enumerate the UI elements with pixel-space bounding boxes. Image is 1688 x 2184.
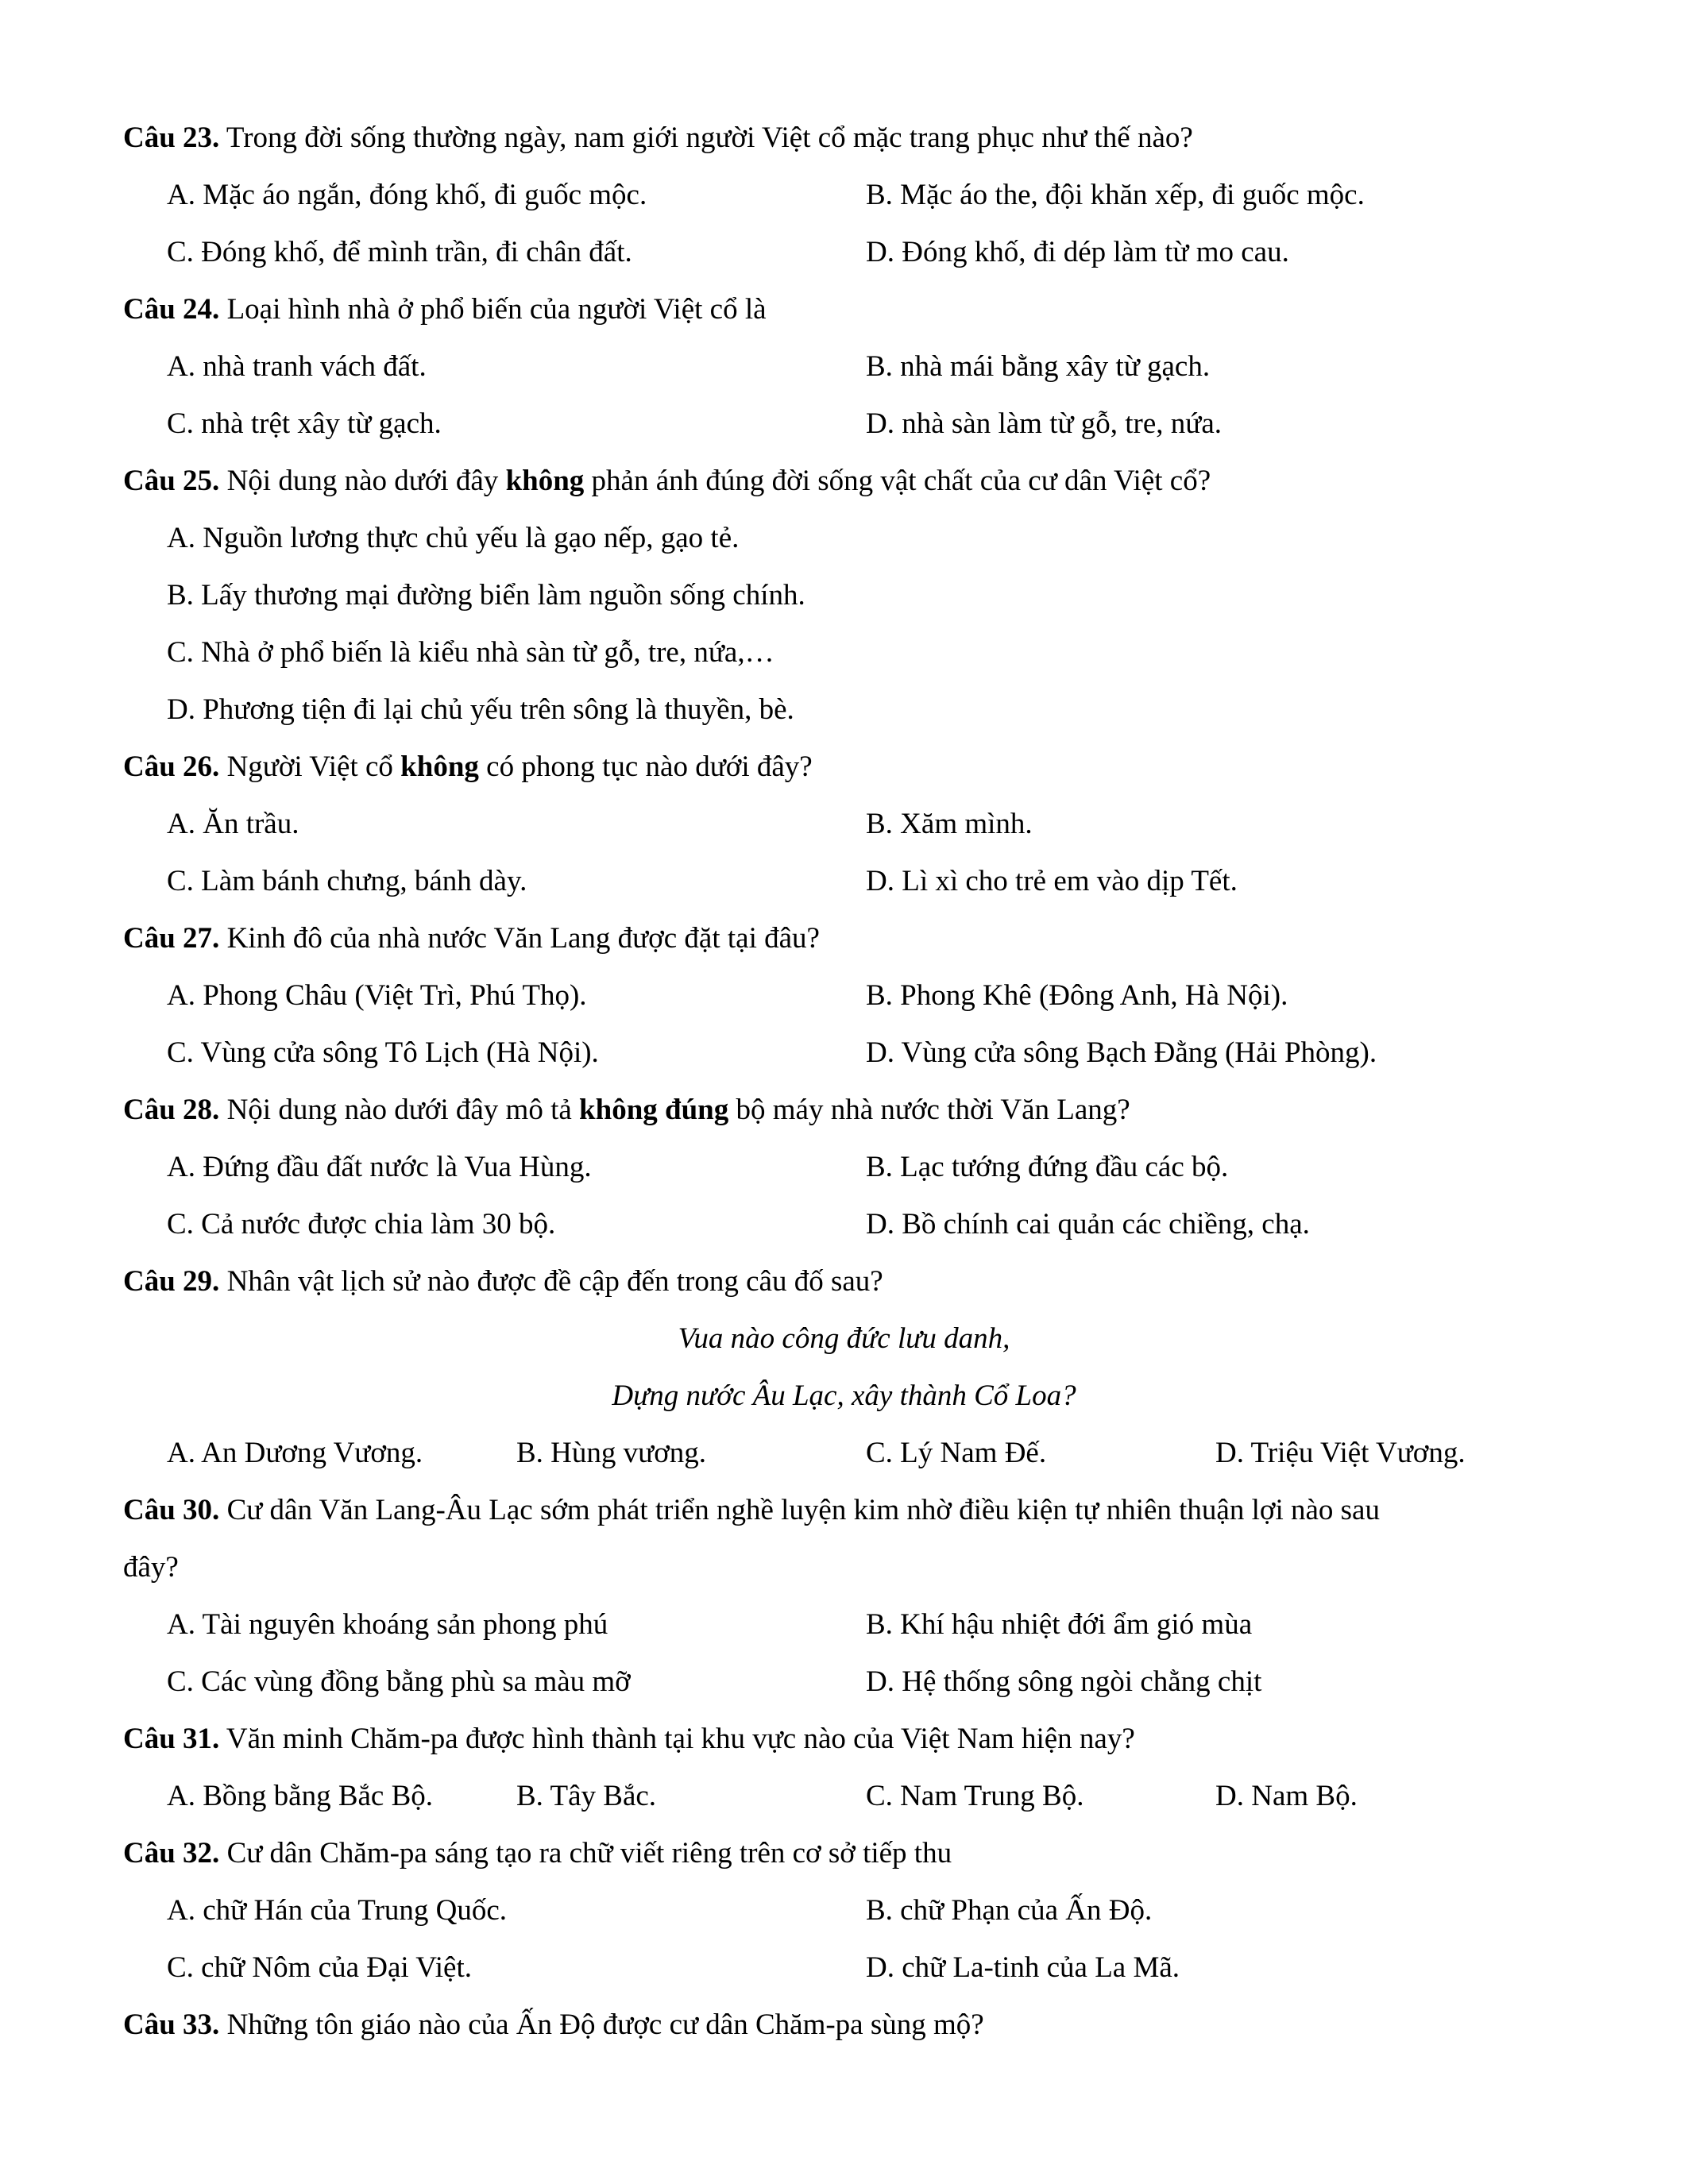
- question-label: Câu 28.: [123, 1094, 220, 1126]
- question-emphasis: không: [400, 751, 479, 783]
- question-28: [123, 1093, 1130, 1127]
- question-27: [123, 921, 820, 955]
- option-d: D. Lì xì cho trẻ em vào dịp Tết.: [866, 865, 1238, 897]
- question-label: Câu 26.: [123, 751, 220, 783]
- option-d: D. Nam Bộ.: [1215, 1780, 1358, 1812]
- question-text: Kinh đô của nhà nước Văn Lang được đặt tại đâu?: [219, 922, 820, 955]
- option-d: D. Hệ thống sông ngòi chằng chịt: [866, 1665, 1262, 1698]
- question-31: [123, 1722, 1135, 1756]
- option-b: B. Tây Bắc.: [516, 1780, 657, 1812]
- question-label: Câu 29.: [123, 1265, 220, 1298]
- option-b: B. Phong Khê (Đông Anh, Hà Nội).: [866, 979, 1288, 1012]
- option-a: A. An Dương Vương.: [167, 1437, 423, 1469]
- option-b: B. Hùng vương.: [516, 1437, 707, 1469]
- question-label: Câu 27.: [123, 922, 220, 955]
- question-text: Trong đời sống thường ngày, nam giới người Việt cổ mặc trang phục như thế nào?: [219, 122, 1193, 154]
- option-d: D. nhà sàn làm từ gỗ, tre, nứa.: [866, 407, 1223, 440]
- question-30: [123, 1493, 1380, 1527]
- question-text-before: Nội dung nào dưới đây mô tả: [219, 1094, 580, 1126]
- option-b: B. Lạc tướng đứng đầu các bộ.: [866, 1151, 1229, 1183]
- question-emphasis: không: [505, 465, 585, 497]
- question-26: [123, 750, 813, 784]
- option-b: B. Xăm mình.: [866, 808, 1033, 840]
- option-c: C. nhà trệt xây từ gạch.: [167, 407, 442, 440]
- option-c: C. Nam Trung Bộ.: [866, 1780, 1084, 1812]
- option-c: C. chữ Nôm của Đại Việt.: [167, 1951, 472, 1984]
- question-32: [123, 1836, 952, 1870]
- question-label: Câu 31.: [123, 1723, 220, 1755]
- question-label: Câu 33.: [123, 2008, 220, 2041]
- question-label: Câu 32.: [123, 1837, 220, 1870]
- option-a: A. chữ Hán của Trung Quốc.: [167, 1894, 508, 1927]
- question-label: Câu 23.: [123, 122, 220, 154]
- question-emphasis: không đúng: [579, 1094, 729, 1126]
- question-label: Câu 24.: [123, 293, 220, 326]
- option-d: D. Vùng cửa sông Bạch Đằng (Hải Phòng).: [866, 1036, 1377, 1069]
- option-a: A. nhà tranh vách đất.: [167, 350, 427, 383]
- question-label: Câu 30.: [123, 1494, 220, 1526]
- question-text-after: phản ánh đúng đời sống vật chất của cư dân Việt cổ?: [584, 465, 1211, 497]
- question-label: Câu 25.: [123, 465, 220, 497]
- option-a: A. Ăn trầu.: [167, 808, 299, 840]
- option-b: B. Lấy thương mại đường biển làm nguồn sống chính.: [167, 579, 805, 612]
- option-a: A. Mặc áo ngắn, đóng khố, đi guốc mộc.: [167, 179, 647, 211]
- question-text: Nhân vật lịch sử nào được đề cập đến trong câu đố sau?: [219, 1265, 883, 1298]
- option-c: C. Làm bánh chưng, bánh dày.: [167, 865, 527, 897]
- question-text-before: Người Việt cổ: [219, 751, 401, 783]
- question-text-before: Nội dung nào dưới đây: [219, 465, 506, 497]
- option-a: A. Phong Châu (Việt Trì, Phú Thọ).: [167, 979, 587, 1012]
- option-d: D. Triệu Việt Vương.: [1215, 1437, 1466, 1469]
- option-c: C. Nhà ở phổ biến là kiểu nhà sàn từ gỗ, tre, nứa,…: [167, 636, 774, 669]
- option-b: B. Mặc áo the, đội khăn xếp, đi guốc mộc.: [866, 179, 1365, 211]
- option-c: C. Đóng khố, để mình trần, đi chân đất.: [167, 236, 632, 268]
- option-d: D. Bồ chính cai quản các chiềng, chạ.: [866, 1208, 1310, 1241]
- option-c: C. Lý Nam Đế.: [866, 1437, 1047, 1469]
- question-33: [123, 2008, 984, 2042]
- option-b: B. chữ Phạn của Ấn Độ.: [866, 1894, 1153, 1927]
- question-text: Cư dân Văn Lang-Âu Lạc sớm phát triển nghề luyện kim nhờ điều kiện tự nhiên thuận lợi nào sau: [219, 1494, 1380, 1526]
- question-text: Những tôn giáo nào của Ấn Độ được cư dân Chăm-pa sùng mộ?: [219, 2008, 984, 2041]
- option-d: D. chữ La-tinh của La Mã.: [866, 1951, 1180, 1984]
- question-text: Văn minh Chăm-pa được hình thành tại khu vực nào của Việt Nam hiện nay?: [219, 1723, 1135, 1755]
- option-c: C. Vùng cửa sông Tô Lịch (Hà Nội).: [167, 1036, 599, 1069]
- riddle-line-1: Vua nào công đức lưu danh,: [678, 1322, 1010, 1355]
- option-d: D. Phương tiện đi lại chủ yếu trên sông là thuyền, bè.: [167, 693, 794, 726]
- question-30-continued: đây?: [123, 1551, 179, 1584]
- question-25: [123, 464, 1211, 498]
- question-text: Loại hình nhà ở phổ biến của người Việt cổ là: [219, 293, 767, 326]
- option-c: C. Các vùng đồng bằng phù sa màu mỡ: [167, 1665, 631, 1698]
- option-a: A. Đứng đầu đất nước là Vua Hùng.: [167, 1151, 592, 1183]
- question-text-after: có phong tục nào dưới đây?: [478, 751, 813, 783]
- option-a: A. Tài nguyên khoáng sản phong phú: [167, 1608, 608, 1641]
- question-24: [123, 292, 767, 326]
- riddle-line-2: Dựng nước Âu Lạc, xây thành Cổ Loa?: [612, 1379, 1076, 1412]
- question-text: Cư dân Chăm-pa sáng tạo ra chữ viết riêng trên cơ sở tiếp thu: [219, 1837, 952, 1870]
- option-a: A. Nguồn lương thực chủ yếu là gạo nếp, gạo tẻ.: [167, 522, 740, 554]
- question-23: [123, 121, 1193, 155]
- question-text-after: bộ máy nhà nước thời Văn Lang?: [728, 1094, 1130, 1126]
- option-c: C. Cả nước được chia làm 30 bộ.: [167, 1208, 556, 1241]
- option-a: A. Bồng bằng Bắc Bộ.: [167, 1780, 434, 1812]
- option-b: B. nhà mái bằng xây từ gạch.: [866, 350, 1211, 383]
- option-d: D. Đóng khố, đi dép làm từ mo cau.: [866, 236, 1289, 268]
- option-b: B. Khí hậu nhiệt đới ẩm gió mùa: [866, 1608, 1253, 1641]
- question-29: [123, 1264, 883, 1298]
